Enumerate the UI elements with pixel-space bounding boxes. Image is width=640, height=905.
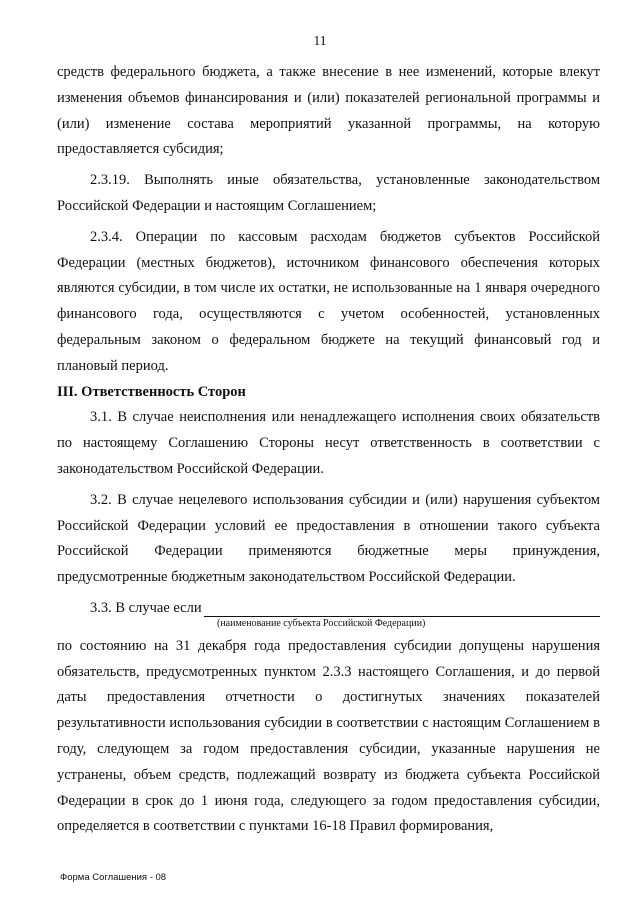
paragraph-3-3-body: по состоянию на 31 декабря года предоставления субсидии допущены нарушения обязательств, предусмотренных пунктом 2.3.3 настоящего Соглашения, и до первой даты предоставления отчетности о достигнутых значениях показателей результативности использования субсидии в соответствии с настоящим Соглашением в году, следующем за годом предоставления субсидии, указанные нарушения не устранены, объем средств, подлежащий возврату из бюджета субъекта Российской Федерации в срок до 1 июня года, следующего за годом предоставления субсидии, определяется в соответствии с пунктами 16-18 Правил формирования, [57, 637, 600, 835]
paragraph-3-3-lead: 3.3. В случае если [90, 599, 202, 616]
paragraph-2-3-19: 2.3.19. Выполнять иные обязательства, установленные законодательством Российской Федерации и настоящим Соглашением; [57, 172, 600, 214]
section-heading: III. Ответственность Сторон [57, 383, 246, 400]
subject-name-blank-line [204, 598, 600, 617]
paragraph-3-1: 3.1. В случае неисполнения или ненадлежащего исполнения своих обязательств по настоящему Соглашению Стороны несут ответственность в соответствии с законодательством Российской Федерации. [57, 409, 600, 477]
paragraph-3-2: 3.2. В случае нецелевого использования субсидии и (или) нарушения субъектом Российской Федерации условий ее предоставления в отношении такого субъекта Российской Федерации применяются бюджетные меры принуждения, предусмотренные бюджетным законодательством Российской Федерации. [57, 491, 600, 586]
paragraph-continuation: средств федерального бюджета, а также внесение в нее изменений, которые влекут изменения объемов финансирования и (или) показателей региональной программы и (или) изменение состава мероприятий указанной программы, на которую предоставляется субсидия; [57, 64, 600, 158]
page-number: 11 [313, 33, 327, 48]
subject-name-caption: (наименование субъекта Российской Федерации) [217, 617, 426, 629]
document-body [57, 60, 600, 840]
form-footer: Форма Соглашения - 08 [60, 872, 167, 883]
paragraph-2-3-4: 2.3.4. Операции по кассовым расходам бюджетов субъектов Российской Федерации (местных бюджетов), источником финансового обеспечения которых являются субсидии, в том числе их остатки, не использованные на 1 января очередного финансового года, осуществляются с учетом особенностей, установленных федеральным законом о федеральном бюджете на текущий финансовый год и плановый период. [57, 228, 600, 374]
